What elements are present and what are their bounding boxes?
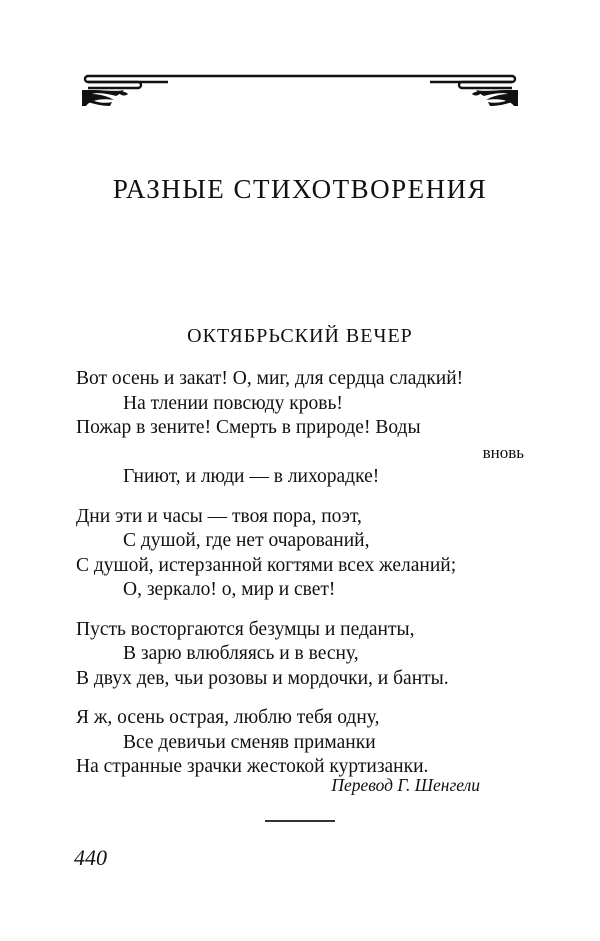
section-divider <box>265 820 335 822</box>
stanza-3 <box>76 618 526 692</box>
poem-line: О, зеркало! о, мир и свет! <box>123 579 336 600</box>
stanza-4 <box>76 706 526 780</box>
poem-line: На странные зрачки жестокой куртизанки. <box>76 756 429 777</box>
poem-line: Гниют, и люди — в лихорадке! <box>123 466 380 487</box>
stanza-gap <box>76 490 526 505</box>
poem-line: Пожар в зените! Смерть в природе! Воды <box>76 417 421 438</box>
translator-credit: Перевод Г. Шенгели <box>331 775 480 795</box>
poem-line: На тлении повсюду кровь! <box>123 392 343 414</box>
poem-line: Вот осень и закат! О, миг, для сердца сладкий! <box>76 368 464 389</box>
stanza-2 <box>76 505 526 603</box>
section-title: РАЗНЫЕ СТИХОТВОРЕНИЯ <box>112 174 488 204</box>
poem-line: Я ж, осень острая, люблю тебя одну, <box>76 707 380 728</box>
stanza-gap <box>76 691 526 706</box>
poem-line: С душой, истерзанной когтями всех желаний; <box>76 554 457 576</box>
poem-line-overflow: вновь <box>482 442 524 462</box>
poem-body <box>76 367 526 780</box>
left-flourish <box>82 90 128 106</box>
stanza-gap <box>76 603 526 618</box>
poem-title: ОКТЯБРЬСКИЙ ВЕЧЕР <box>187 325 413 347</box>
poem-line: С душой, где нет очарований, <box>123 530 370 551</box>
poem-line: Пусть восторгаются безумцы и педанты, <box>76 618 415 640</box>
poem-line: В зарю влюбляясь и в весну, <box>123 643 359 664</box>
stanza-1 <box>76 367 526 490</box>
header-ornament-icon <box>80 72 520 108</box>
page-number: 440 <box>74 845 107 870</box>
poem-line: В двух дев, чьи розовы и мордочки, и банты. <box>76 667 449 689</box>
poem-line: Дни эти и часы — твоя пора, поэт, <box>76 505 362 527</box>
right-flourish <box>472 90 518 106</box>
poem-line: Все девичьи сменяв приманки <box>123 731 376 753</box>
